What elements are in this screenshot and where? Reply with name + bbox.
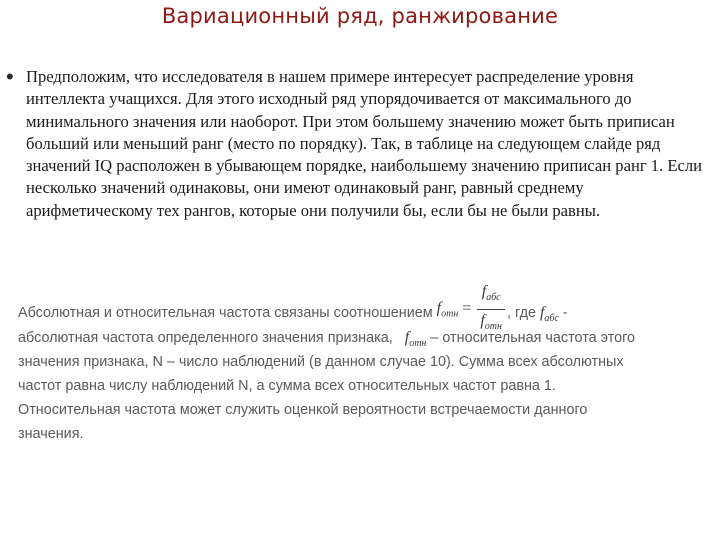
rel-symbol-sub: отн	[409, 337, 427, 349]
paragraph-line-2	[18, 326, 704, 350]
formula-equals: =	[462, 299, 472, 317]
paragraph-line-5: Относительная частота может служить оценкой вероятности встречаемости данного	[18, 402, 588, 418]
abs-frequency-symbol	[539, 304, 559, 325]
paragraph-line-2-text: абсолютная частота определенного значения признака,	[18, 330, 393, 346]
paragraph-line-1-text: Абсолютная и относительная частота связаны соотношением	[18, 305, 433, 322]
paragraph-line-4: частот равна числу наблюдений N, а сумма всех относительных частот равна 1.	[18, 378, 556, 394]
denominator-symbol: f	[480, 311, 485, 329]
formula-numerator	[477, 282, 505, 310]
formula-lhs: f	[436, 299, 442, 317]
bullet-item	[6, 66, 712, 222]
paragraph-line-2-after: – относительная частота этого	[426, 330, 636, 346]
numerator-symbol: f	[481, 283, 487, 300]
abs-symbol-sub: абс	[544, 313, 559, 325]
numerator-sub: абс	[486, 291, 501, 303]
paragraph-line-1	[18, 283, 704, 332]
abs-symbol: f	[539, 304, 545, 322]
bullet-dot: •	[6, 64, 14, 89]
rel-frequency-symbol	[404, 329, 427, 349]
rel-symbol: f	[404, 329, 410, 346]
paragraph-line-6: значения.	[18, 426, 84, 442]
denominator-sub: отн	[484, 320, 502, 332]
formula-lhs-sub: отн	[441, 308, 459, 320]
paragraph-line-3: значения признака, N – число наблюдений (в данном случае 10). Сумма всех абсолютных	[18, 354, 624, 370]
paragraph-line-1-after: , где	[506, 305, 536, 322]
bullet-text: Предположим, что исследователя в нашем примере интересует распределение уровня интеллекта учащихся. Для этого исходный ряд упорядочивается от максимального до минимального значения или наоборот. При этом большему значению может быть приписан больший или меньший ранг (место по порядку). Так, в таблице на следующем слайде ряд значений IQ расположен в убывающем порядке, наибольшему значению приписан ранг 1. Если несколько значений одинаковы, они имеют одинаковый ранг, равный среднему арифметическому тех рангов, которые они получили бы, если бы не были равны.	[26, 67, 703, 220]
paragraph-line-1-end: -	[558, 305, 568, 322]
formula-paragraph	[18, 283, 704, 446]
slide-title: Вариационный ряд, ранжирование	[161, 4, 559, 28]
